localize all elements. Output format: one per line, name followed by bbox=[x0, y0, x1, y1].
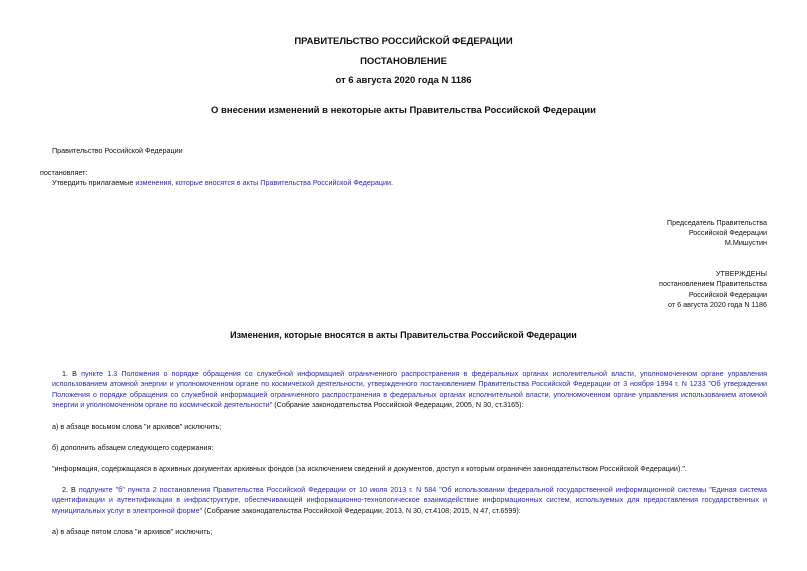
change-item-1-suffix: (Собрание законодательства Российской Федерации, 2005, N 30, ст.3165): bbox=[272, 399, 524, 409]
change-item-1-prefix: 1. В bbox=[62, 369, 82, 378]
change-item-1-link[interactable]: пункте 1.3 Положения о порядке обращения со служебной информацией ограниченного распространения в федеральных органах исполнительной власти, уполномоченном органе управления использованием атомной энергии и уполномоченном органе по космической деятельности, утвержденного постановлением Правительства Российской Федерации от 3 ноября 1994 г. N 1233 "Об утверждении Положения о порядке обращения со служебной информацией ограниченного распространения в федеральных органах исполнительной власти, уполномоченном органе управления использованием атомной энергии и уполномоченном органе по космической деятельности" bbox=[52, 369, 767, 409]
approved-line-1: УТВЕРЖДЕНЫ bbox=[715, 269, 767, 278]
changes-title: Изменения, которые вносятся в акты Правительства Российской Федерации bbox=[230, 330, 577, 340]
change-item-1c: "информация, содержащаяся в архивных документах архивных фондов (за исключением сведений и документов, доступ к которым ограничен законодательством Российской Федерации).". bbox=[52, 464, 687, 473]
page-title: О внесении изменений в некоторые акты Правительства Российской Федерации bbox=[211, 105, 596, 116]
change-item-2-link[interactable]: подпункте "б" пункта 2 постановления Правительства Российской Федерации от 10 июля 2013 г. N 584 "Об использовании федеральной государственной информационной системы "Единая система идентификации и аутентификации в инфраструктуре, обеспечивающей информационно-технологическое взаимодействие информационных систем, используемых для предоставления государственных и муниципальных услуг в электронной форме" bbox=[52, 485, 767, 515]
approve-suffix: . bbox=[390, 178, 393, 187]
change-item-2 bbox=[52, 485, 767, 516]
change-item-2-suffix: (Собрание законодательства Российской Федерации, 2013, N 30, ст.4108; 2015, N 47, ст.6599): bbox=[202, 505, 521, 515]
header-date-number: от 6 августа 2020 года N 1186 bbox=[335, 75, 472, 86]
change-item-1 bbox=[52, 369, 767, 410]
signature-line-3: М.Мишустин bbox=[724, 238, 767, 247]
approve-prefix: Утвердить прилагаемые bbox=[52, 178, 136, 187]
government-name: Правительство Российской Федерации bbox=[52, 146, 183, 155]
decides-text: постановляет: bbox=[40, 168, 88, 177]
signature-line-1: Председатель Правительства bbox=[666, 218, 767, 227]
approve-paragraph bbox=[52, 178, 393, 188]
signature-line-2: Российской Федерации bbox=[688, 228, 767, 237]
change-item-1b: б) дополнить абзацем следующего содержания: bbox=[52, 443, 214, 452]
approve-link[interactable]: изменения, которые вносятся в акты Правительства Российской Федерации bbox=[135, 178, 391, 187]
change-item-2a: а) в абзаце пятом слова "и архивов" исключить; bbox=[52, 527, 213, 536]
approved-line-3: Российской Федерации bbox=[688, 290, 767, 299]
header-org: ПРАВИТЕЛЬСТВО РОССИЙСКОЙ ФЕДЕРАЦИИ bbox=[294, 36, 513, 47]
header-doc-type: ПОСТАНОВЛЕНИЕ bbox=[360, 56, 447, 67]
change-item-1a: а) в абзаце восьмом слова "и архивов" исключить; bbox=[52, 422, 222, 431]
change-item-2-prefix: 2. В bbox=[62, 485, 79, 494]
approved-line-2: постановлением Правительства bbox=[659, 279, 767, 288]
approved-line-4: от 6 августа 2020 года N 1186 bbox=[668, 300, 767, 309]
